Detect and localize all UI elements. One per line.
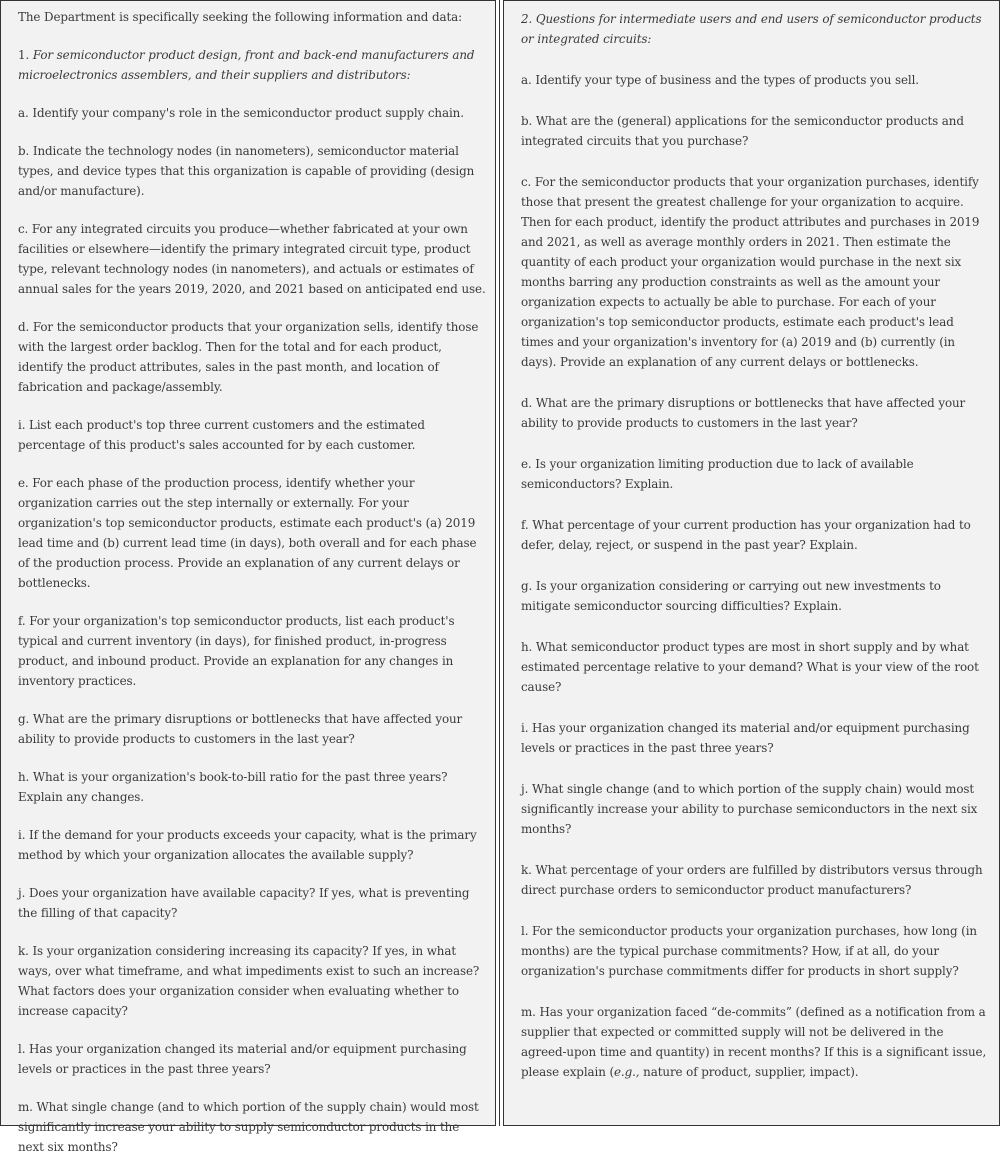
question-1k: k. Is your organization considering increasing its capacity? If yes, in what ways, over what timeframe, and what impediments exist to such an increase? What factors does your organization consider when evaluating whether to increase capacity?: [18, 944, 480, 1018]
question-1c: c. For any integrated circuits you produce—whether fabricated at your own facilities or elsewhere—identify the primary integrated circuit type, product type, relevant technology nodes (in nanometers), and actuals or estimates of annual sales for the years 2019, 2020, and 2021 based on anticipated end use.: [18, 222, 486, 296]
question-1e: e. For each phase of the production process, identify whether your organization carries out the step internally or externally. For your organization's top semiconductor products, estimate each product's (a) 2019 lead time and (b) current lead time (in days), both overall and for each phase of the production process. Provide an explanation of any current delays or bottlenecks.: [18, 476, 477, 590]
question-1m: m. What single change (and to which portion of the supply chain) would most significantly increase your ability to supply semiconductor products in the next six months?: [18, 1100, 479, 1154]
question-1i: i. If the demand for your products exceeds your capacity, what is the primary method by which your organization allocates the available supply?: [18, 828, 477, 862]
question-2m-text: m. Has your organization faced “de-commits” (defined as a notification from a supplier that expected or committed supply will not be delivered in the agreed-upon time and quantity) in recent months? If this is a significant issue, please explain (: [521, 1005, 987, 1079]
question-2l: l. For the semiconductor products your organization purchases, how long (in months) are the typical purchase commitments? How, if at all, do your organization's purchase commitments differ for products in short supply?: [521, 924, 977, 978]
intro-text: The Department is specifically seeking the following information and data:: [18, 10, 463, 24]
question-2g: g. Is your organization considering or carrying out new investments to mitigate semiconductor sourcing difficulties? Explain.: [521, 579, 941, 613]
question-1b: b. Indicate the technology nodes (in nanometers), semiconductor material types, and device types that this organization is capable of providing (design and/or manufacture).: [18, 144, 475, 198]
question-2j: j. What single change (and to which portion of the supply chain) would most significantly increase your ability to purchase semiconductors in the next six months?: [521, 782, 978, 836]
question-1d: d. For the semiconductor products that your organization sells, identify those with the largest order backlog. Then for the total and for each product, identify the product attributes, sales in the past month, and location of fabrication and package/assembly.: [18, 320, 479, 394]
question-2f: f. What percentage of your current production has your organization had to defer, delay, reject, or suspend in the past year? Explain.: [521, 518, 971, 552]
question-2b: b. What are the (general) applications for the semiconductor products and integrated circuits that you purchase?: [521, 114, 964, 148]
left-column: [0, 0, 496, 1154]
question-1h: h. What is your organization's book-to-bill ratio for the past three years? Explain any changes.: [18, 770, 448, 804]
right-column: [503, 0, 1000, 1126]
section-2-number: 2.: [521, 12, 533, 26]
question-2i: i. Has your organization changed its material and/or equipment purchasing levels or practices in the past three years?: [521, 721, 970, 755]
question-2e: e. Is your organization limiting production due to lack of available semiconductors? Explain.: [521, 457, 914, 491]
question-1a: a. Identify your company's role in the semiconductor product supply chain.: [18, 106, 464, 120]
section-1-number: 1.: [18, 48, 30, 62]
question-2h: h. What semiconductor product types are most in short supply and by what estimated percentage relative to your demand? What is your view of the root cause?: [521, 640, 979, 694]
section-2-title: Questions for intermediate users and end users of semiconductor products or integrated circuits:: [521, 12, 982, 46]
question-2k: k. What percentage of your orders are fulfilled by distributors versus through direct purchase orders to semiconductor product manufacturers?: [521, 863, 983, 897]
question-2a: a. Identify your type of business and the types of products you sell.: [521, 73, 919, 87]
question-1f: f. For your organization's top semiconductor products, list each product's typical and current inventory (in days), for finished product, in-progress product, and inbound product. Provide an explanation for any changes in inventory practices.: [18, 614, 455, 688]
question-1j: j. Does your organization have available capacity? If yes, what is preventing the filling of that capacity?: [18, 886, 470, 920]
question-2d: d. What are the primary disruptions or bottlenecks that have affected your ability to provide products to customers in the last year?: [521, 396, 966, 430]
section-2-heading: [521, 9, 989, 49]
section-1-title: For semiconductor product design, front and back-end manufacturers and microelectronics assemblers, and their suppliers and distributors:: [18, 48, 475, 82]
section-1-heading: [18, 45, 487, 85]
question-1d-i: i. List each product's top three current customers and the estimated percentage of this product's sales accounted for by each customer.: [18, 418, 425, 452]
question-1g: g. What are the primary disruptions or bottlenecks that have affected your ability to provide products to customers in the last year?: [18, 712, 463, 746]
question-2c: c. For the semiconductor products that your organization purchases, identify those that present the greatest challenge for your organization to acquire. Then for each product, identify the product attributes and purchases in 2019 and 2021, as well as average monthly orders in 2021. Then estimate the quantity of each product your organization would purchase in the next six months barring any production constraints as well as the amount your organization expects to actually be able to purchase. For each of your organization's top semiconductor products, estimate each product's lead times and your organization's inventory for (a) 2019 and (b) currently (in days). Provide an explanation of any current delays or bottlenecks.: [521, 175, 980, 369]
question-2m: [521, 1002, 989, 1082]
question-1l: l. Has your organization changed its material and/or equipment purchasing levels or practices in the past three years?: [18, 1042, 467, 1076]
column-divider: [499, 0, 500, 1126]
question-2m-end: nature of product, supplier, impact).: [639, 1065, 859, 1079]
question-2m-eg: e.g.,: [614, 1065, 640, 1079]
